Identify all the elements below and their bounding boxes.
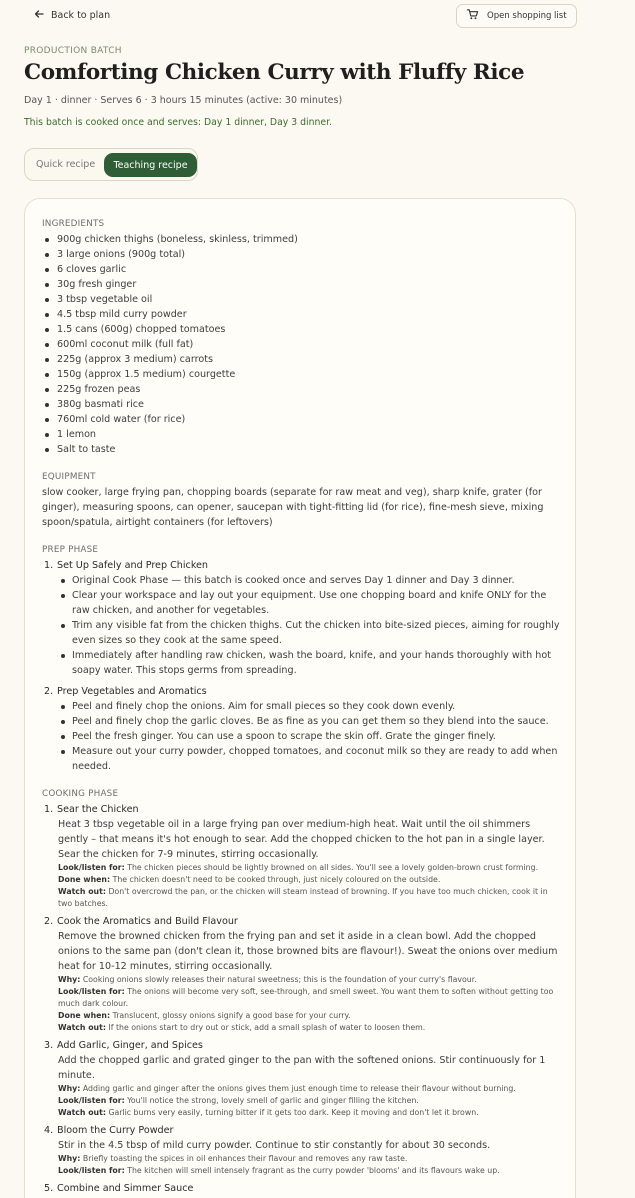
shopping-cart-icon xyxy=(466,8,479,24)
prep-step xyxy=(42,684,562,774)
quick-recipe-tab[interactable]: Quick recipe xyxy=(36,159,96,170)
cooking-step-title: 4. Bloom the Curry Powder xyxy=(44,1125,174,1136)
why-note: Why: Briefly toasting the spices in oil enhances their flavour and removes any raw taste. xyxy=(58,1154,408,1163)
step-instructions: Remove the browned chicken from the frying pan and set it aside in a clean bowl. Add the chopped onions to the same pan (don't clean it, those browned bits are flavour!). Sweat the onions over medium heat for 10-12 minutes, stirring occasionally. xyxy=(58,931,558,972)
ingredient-item: 600ml coconut milk (full fat) xyxy=(42,337,562,352)
watch-out-note: Watch out: Garlic burns very easily, turning bitter if it gets too dark. Keep it moving and don't let it brown. xyxy=(58,1108,479,1117)
cooking-step-title: 3. Add Garlic, Ginger, and Spices xyxy=(44,1040,203,1051)
ingredient-item: 1 lemon xyxy=(42,427,562,442)
cooking-step xyxy=(42,914,562,1034)
prep-bullet: Trim any visible fat from the chicken thighs. Cut the chicken into bite-sized pieces, aiming for roughly even sizes so they cook at the same speed. xyxy=(58,618,562,648)
recipe-card xyxy=(24,198,576,1198)
cooking-step-body xyxy=(42,1053,562,1119)
recipe-mode-toggle xyxy=(24,148,198,181)
batch-note: This batch is cooked once and serves: Day 1 dinner, Day 3 dinner. xyxy=(24,117,333,128)
batch-eyebrow: PRODUCTION BATCH xyxy=(24,46,122,56)
watch-out-note: Watch out: Don't overcrowd the pan, or the chicken will steam instead of browning. If you have too much chicken, cook it in two batches. xyxy=(58,887,548,908)
ingredients-list xyxy=(42,232,562,457)
step-instructions: Add the chopped garlic and grated ginger to the pan with the softened onions. Stir continuously for 1 minute. xyxy=(58,1055,546,1081)
watch-out-note: Watch out: If the onions start to dry out or stick, add a small splash of water to loosen them. xyxy=(58,1023,426,1032)
page-title: Comforting Chicken Curry with Fluffy Rice xyxy=(24,60,525,85)
prep-bullet: Peel and finely chop the garlic cloves. Be as fine as you can get them so they blend into the sauce. xyxy=(58,714,562,729)
open-shopping-list-button[interactable] xyxy=(456,4,577,28)
equipment-heading: EQUIPMENT xyxy=(42,472,96,482)
equipment-text: slow cooker, large frying pan, chopping boards (separate for raw meat and veg), sharp knife, grater (for ginger), measuring spoons, can opener, saucepan with tight-fitting lid (for rice), fine-mesh sieve, mixing spoon/spatula, airtight containers (for leftovers) xyxy=(42,487,544,528)
prep-bullet: Original Cook Phase — this batch is cooked once and serves Day 1 dinner and Day 3 dinner. xyxy=(58,573,562,588)
cooking-phase-heading: COOKING PHASE xyxy=(42,789,119,799)
ingredient-item: 225g (approx 3 medium) carrots xyxy=(42,352,562,367)
cooking-step xyxy=(42,1181,562,1196)
look-listen-note: Look/listen for: The kitchen will smell intensely fragrant as the curry powder 'blooms' and its flavours wake up. xyxy=(58,1166,500,1175)
ingredient-item: 760ml cold water (for rice) xyxy=(42,412,562,427)
cooking-step xyxy=(42,1123,562,1177)
cooking-step-body xyxy=(42,817,562,910)
back-to-plan-link[interactable] xyxy=(33,8,110,23)
arrow-left-icon xyxy=(33,8,45,23)
cooking-step xyxy=(42,802,562,910)
prep-step xyxy=(42,558,562,678)
ingredient-item: 1.5 cans (600g) chopped tomatoes xyxy=(42,322,562,337)
cooking-step-body xyxy=(42,1138,562,1177)
ingredient-item: 4.5 tbsp mild curry powder xyxy=(42,307,562,322)
teaching-recipe-tab[interactable]: Teaching recipe xyxy=(104,153,197,177)
cooking-step-title: 1. Sear the Chicken xyxy=(44,804,139,815)
cooking-step-body xyxy=(42,929,562,1034)
prep-bullet: Peel the fresh ginger. You can use a spoon to scrape the skin off. Grate the ginger finely. xyxy=(58,729,562,744)
why-note: Why: Cooking onions slowly releases their natural sweetness; this is the foundation of your curry's flavour. xyxy=(58,975,477,984)
ingredient-item: 3 tbsp vegetable oil xyxy=(42,292,562,307)
prep-step-title: 2. Prep Vegetables and Aromatics xyxy=(44,686,207,697)
done-when-note: Done when: Translucent, glossy onions signify a good base for your curry. xyxy=(58,1011,351,1020)
prep-bullet: Immediately after handling raw chicken, wash the board, knife, and your hands thoroughly with hot soapy water. This stops germs from spreading. xyxy=(58,648,562,678)
ingredient-item: 6 cloves garlic xyxy=(42,262,562,277)
prep-phase-heading: PREP PHASE xyxy=(42,545,99,555)
look-listen-note: Look/listen for: The onions will become very soft, see-through, and smell sweet. You want them to soften without getting too much dark colour. xyxy=(58,987,554,1008)
ingredients-heading: INGREDIENTS xyxy=(42,219,105,229)
prep-bullet: Measure out your curry powder, chopped tomatoes, and coconut milk so they are ready to add when needed. xyxy=(58,744,562,774)
look-listen-note: Look/listen for: The chicken pieces should be lightly browned on all sides. You'll see a lovely golden-brown crust forming. xyxy=(58,863,539,872)
prep-step-title: 1. Set Up Safely and Prep Chicken xyxy=(44,560,209,571)
prep-step-bullets xyxy=(42,699,562,774)
prep-bullet: Peel and finely chop the onions. Aim for small pieces so they cook down evenly. xyxy=(58,699,562,714)
ingredient-item: 3 large onions (900g total) xyxy=(42,247,562,262)
prep-step-bullets xyxy=(42,573,562,678)
ingredient-item: 900g chicken thighs (boneless, skinless, trimmed) xyxy=(42,232,562,247)
prep-bullet: Clear your workspace and lay out your equipment. Use one chopping board and knife ONLY for the raw chicken, and another for vegetables. xyxy=(58,588,562,618)
ingredient-item: Salt to taste xyxy=(42,442,562,457)
cooking-step-title: 5. Combine and Simmer Sauce xyxy=(44,1183,194,1194)
why-note: Why: Adding garlic and ginger after the onions gives them just enough time to release their flavour without burning. xyxy=(58,1084,516,1093)
top-bar xyxy=(0,0,635,34)
look-listen-note: Look/listen for: You'll notice the strong, lovely smell of garlic and ginger filling the kitchen. xyxy=(58,1096,419,1105)
done-when-note: Done when: The chicken doesn't need to be cooked through, just nicely coloured on the outside. xyxy=(58,875,441,884)
open-shopping-list-label: Open shopping list xyxy=(487,11,567,21)
back-to-plan-label: Back to plan xyxy=(51,10,111,21)
recipe-meta: Day 1 · dinner · Serves 6 · 3 hours 15 minutes (active: 30 minutes) xyxy=(24,95,343,106)
cooking-step-title: 2. Cook the Aromatics and Build Flavour xyxy=(44,916,238,927)
ingredient-item: 380g basmati rice xyxy=(42,397,562,412)
ingredient-item: 30g fresh ginger xyxy=(42,277,562,292)
step-instructions: Stir in the 4.5 tbsp of mild curry powder. Continue to stir constantly for about 30 seconds. xyxy=(58,1140,491,1151)
ingredient-item: 225g frozen peas xyxy=(42,382,562,397)
step-instructions: Heat 3 tbsp vegetable oil in a large frying pan over medium-high heat. Wait until the oil shimmers gently – that means it's hot enough to sear. Add the chopped chicken to the hot pan in a single layer. Sear the chicken for 7-9 minutes, stirring occasionally. xyxy=(58,819,545,860)
cooking-step xyxy=(42,1038,562,1119)
recipe-content xyxy=(42,217,562,1196)
ingredient-item: 150g (approx 1.5 medium) courgette xyxy=(42,367,562,382)
